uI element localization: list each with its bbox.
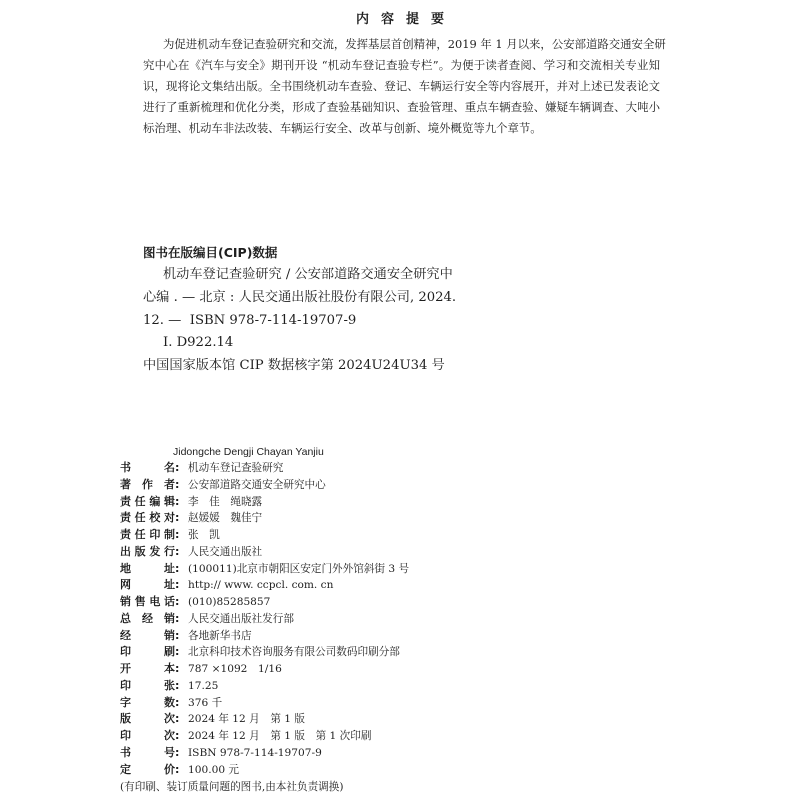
imprint-value: 100.00 元 — [188, 763, 240, 776]
imprint-row-distributor — [120, 628, 680, 645]
imprint-value: 376 千 — [188, 696, 223, 709]
imprint-label: 地址 — [120, 561, 175, 575]
imprint-label: 出版发行 — [120, 544, 175, 558]
label-colon: : — [175, 729, 180, 743]
imprint-value: 2024 年 12 月 第 1 版 — [188, 713, 305, 726]
imprint-row-edition — [120, 711, 680, 728]
imprint-value: 2024 年 12 月 第 1 版 第 1 次印刷 — [188, 730, 372, 743]
imprint-row-editor — [120, 494, 680, 511]
imprint-label: 网址 — [120, 578, 175, 592]
label-colon: : — [175, 678, 180, 692]
imprint-value: 北京科印技术咨询服务有限公司数码印刷分部 — [188, 646, 400, 659]
imprint-value: 人民交通出版社 — [188, 545, 263, 558]
label-colon: : — [175, 595, 180, 609]
imprint-list — [120, 460, 680, 795]
imprint-row-printer — [120, 644, 680, 661]
imprint-value: (010)85285857 — [188, 596, 271, 609]
label-colon: : — [175, 695, 180, 709]
quality-notice-row — [120, 779, 680, 796]
imprint-row-author — [120, 477, 680, 494]
cip-line: 中国国家版本馆 CIP 数据核字第 2024U24U34 号 — [143, 358, 445, 373]
imprint-label: 总经销 — [120, 611, 175, 625]
imprint-value: http:// www. ccpcl. com. cn — [188, 579, 334, 592]
imprint-label: 著作者 — [120, 477, 175, 491]
label-colon: : — [175, 578, 180, 592]
imprint-label: 责任编辑 — [120, 494, 175, 508]
summary-line: 为促进机动车登记查验研究和交流，发挥基层首创精神，2019 年 1 月以来，公安部道路交通安全研 — [163, 37, 666, 51]
label-colon: : — [175, 628, 180, 642]
imprint-label: 印刷 — [120, 645, 175, 659]
cip-line: 机动车登记查验研究 / 公安部道路交通安全研究中 — [163, 267, 453, 282]
label-colon: : — [175, 544, 180, 558]
imprint-row-printed-sheets — [120, 678, 680, 695]
imprint-row-proofreader — [120, 510, 680, 527]
cip-line: 心编 . — 北京 : 人民交通出版社股份有限公司, 2024. — [143, 289, 457, 305]
imprint-label: 印张 — [120, 678, 175, 692]
summary-line: 识，现将论文集结出版。全书围绕机动车查验、登记、车辆运行安全等内容展开，并对上述已发表论文 — [143, 79, 660, 93]
imprint-row-website — [120, 577, 680, 594]
imprint-label: 版次 — [120, 712, 175, 726]
imprint-row-word-count — [120, 695, 680, 712]
imprint-row-general-distributor — [120, 611, 680, 628]
imprint-label: 定价 — [120, 762, 175, 776]
cip-line: 12. — ISBN 978-7-114-19707-9 — [143, 312, 357, 328]
imprint-value: 张 凯 — [188, 529, 220, 542]
imprint-value: 赵媛媛 魏佳宁 — [188, 512, 263, 525]
summary-line: 进行了重新梳理和优化分类，形成了查验基础知识、查验管理、重点车辆查验、嫌疑车辆调查、大吨小 — [143, 100, 660, 114]
imprint-value: 787 ×1092 1/16 — [188, 663, 282, 676]
label-colon: : — [175, 561, 180, 575]
summary-line: 标治理、机动车非法改装、车辆运行安全、改革与创新、境外概览等九个章节。 — [143, 121, 542, 135]
imprint-label: 销售电话 — [120, 595, 175, 609]
imprint-value: 各地新华书店 — [188, 629, 252, 642]
label-colon: : — [175, 712, 180, 726]
summary-line: 究中心在《汽车与安全》期刊开设 “机动车登记查验专栏”。为便于读者查阅、学习和交流相关专业知 — [143, 58, 660, 72]
imprint-label: 书名 — [120, 461, 175, 474]
cip-line: Ⅰ. D922.14 — [163, 335, 234, 351]
imprint-label: 印次 — [120, 729, 175, 743]
imprint-row-publisher — [120, 544, 680, 561]
imprint-label: 责任校对 — [120, 511, 175, 525]
label-colon: : — [175, 762, 180, 776]
imprint-value: 机动车登记查验研究 — [188, 462, 284, 474]
imprint-label: 开本 — [120, 662, 175, 676]
cip-heading: 图书在版编目(CIP)数据 — [143, 245, 278, 260]
imprint-label: 责任印制 — [120, 528, 175, 542]
label-colon: : — [175, 645, 180, 659]
imprint-value: 人民交通出版社发行部 — [188, 612, 294, 625]
imprint-value: (100011)北京市朝阳区安定门外外馆斜街 3 号 — [188, 562, 410, 575]
label-colon: : — [175, 528, 180, 542]
imprint-row-address — [120, 561, 680, 578]
imprint-value: 公安部道路交通安全研究中心 — [188, 478, 326, 491]
imprint-value: ISBN 978-7-114-19707-9 — [188, 747, 322, 760]
label-colon: : — [175, 511, 180, 525]
imprint-value: 17.25 — [188, 679, 219, 692]
imprint-label: 经销 — [120, 628, 175, 642]
quality-notice: (有印刷、装订质量问题的图书,由本社负责调换) — [120, 780, 344, 793]
imprint-label: 书号 — [120, 746, 175, 760]
cip-record — [143, 264, 543, 378]
label-colon: : — [175, 611, 180, 625]
summary-paragraph — [143, 34, 666, 139]
label-colon: : — [175, 477, 180, 491]
summary-title: 内容提要 — [355, 12, 456, 27]
imprint-value: 李 佳 绳晓露 — [188, 495, 263, 508]
imprint-row-price — [120, 762, 680, 779]
label-colon: : — [175, 461, 180, 474]
pinyin-title: Jidongche Dengji Chayan Yanjiu — [173, 446, 324, 458]
label-colon: : — [175, 494, 180, 508]
imprint-label: 字数 — [120, 695, 175, 709]
imprint-row-isbn — [120, 745, 680, 762]
imprint-row-format — [120, 661, 680, 678]
imprint-row-title — [120, 460, 680, 477]
imprint-row-impression — [120, 728, 680, 745]
label-colon: : — [175, 746, 180, 760]
imprint-row-sales-phone — [120, 594, 680, 611]
imprint-row-print-supervisor — [120, 527, 680, 544]
label-colon: : — [175, 662, 180, 676]
